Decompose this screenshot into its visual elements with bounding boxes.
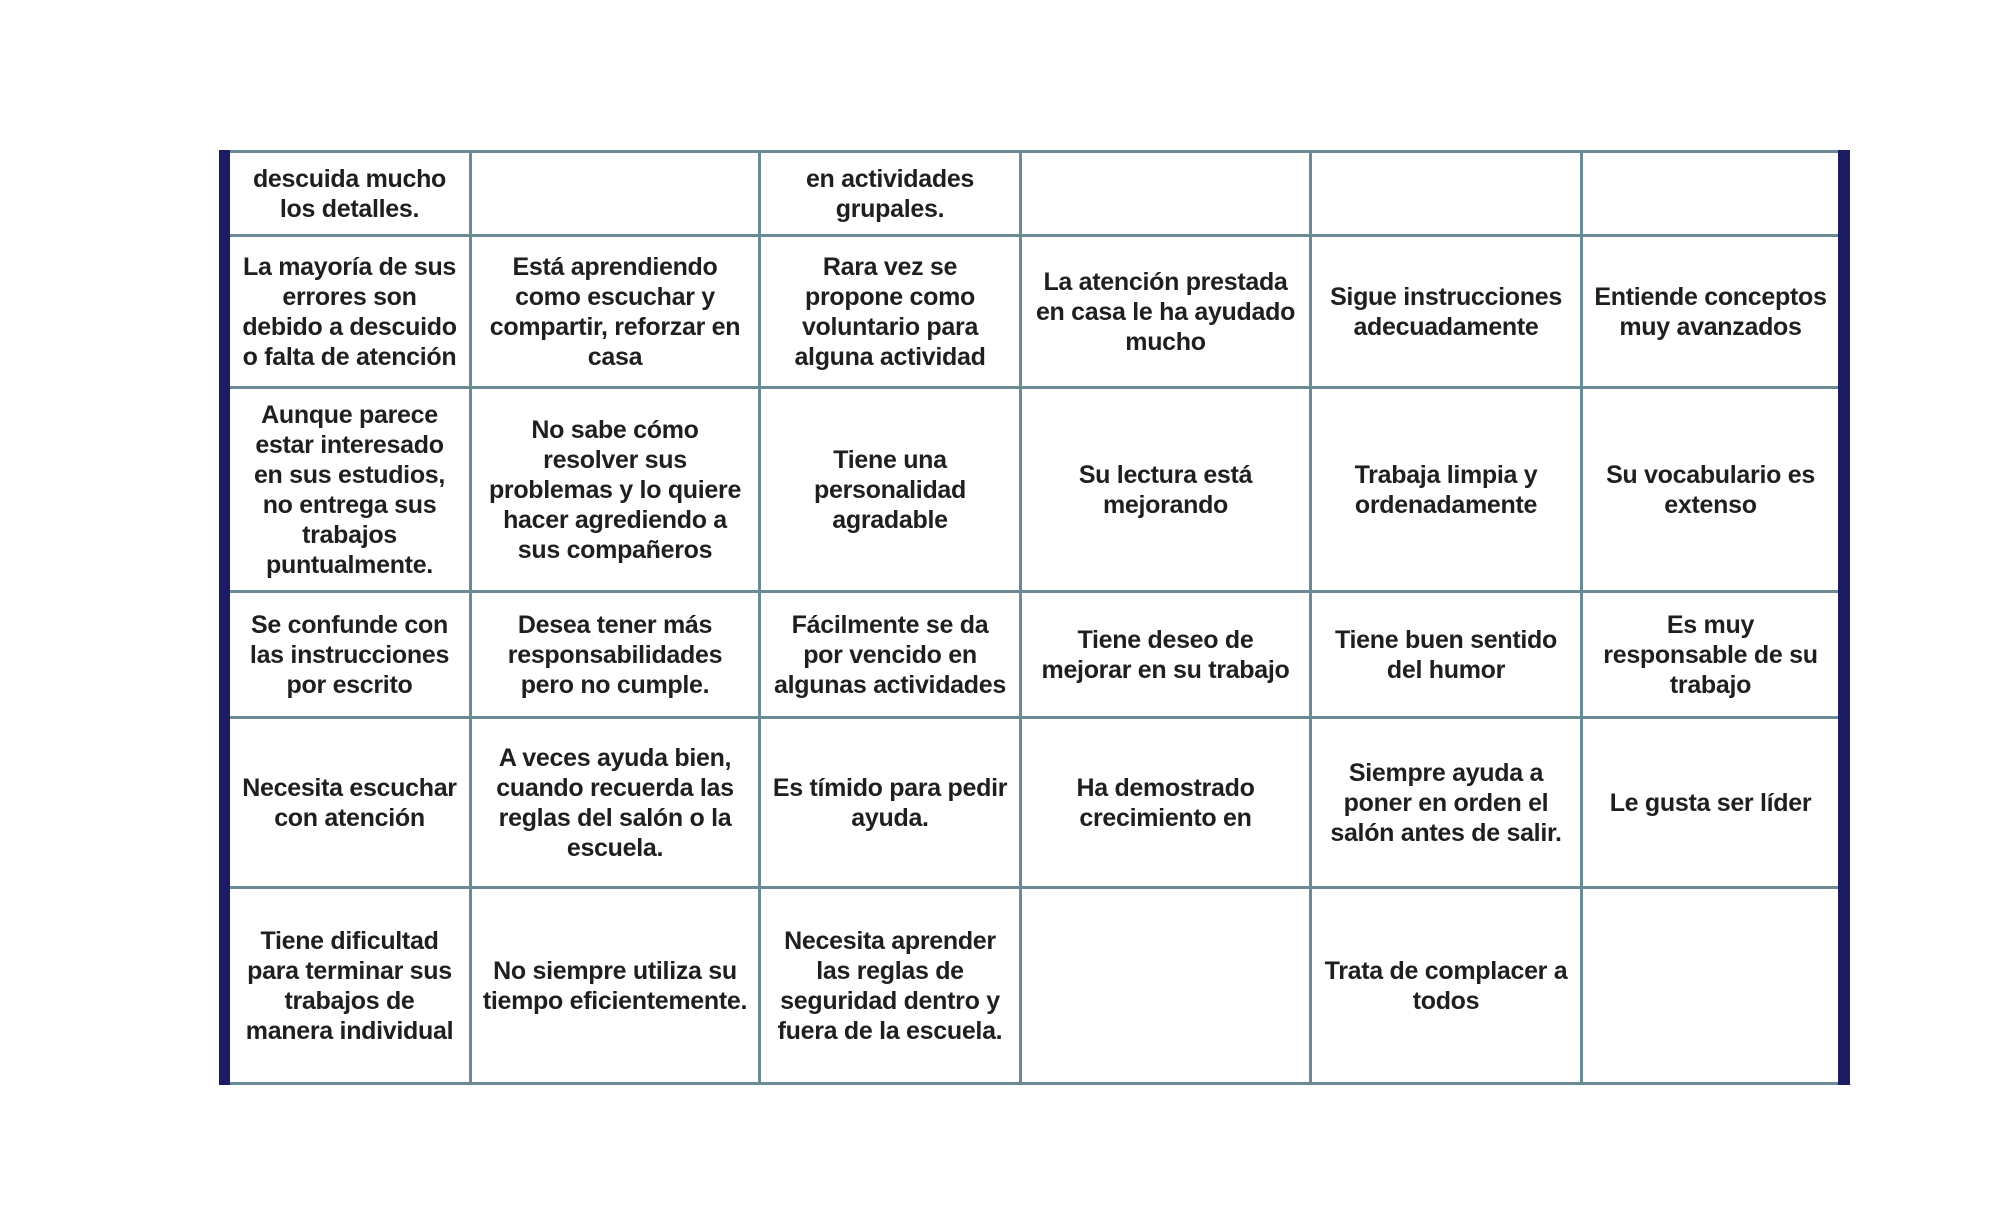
table-cell: Es tímido para pedir ayuda. — [761, 719, 1022, 889]
table-cell: Le gusta ser líder — [1583, 719, 1838, 889]
comments-table — [230, 150, 1838, 1085]
right-accent-bar — [1838, 150, 1850, 1085]
table-cell — [1022, 889, 1312, 1082]
table-cell: Trata de complacer a todos — [1312, 889, 1583, 1082]
table-cell — [1312, 153, 1583, 237]
table-cell: No sabe cómo resolver sus problemas y lo quiere hacer agrediendo a sus compañeros — [472, 389, 761, 593]
table-cell: Tiene dificultad para terminar sus trabajos de manera individual — [230, 889, 472, 1082]
table-cell: Su lectura está mejorando — [1022, 389, 1312, 593]
table-cell: Necesita escuchar con atención — [230, 719, 472, 889]
table-cell: La mayoría de sus errores son debido a descuido o falta de atención — [230, 237, 472, 389]
table-cell: Se confunde con las instrucciones por escrito — [230, 593, 472, 719]
table-cell — [1022, 153, 1312, 237]
table-cell: Aunque parece estar interesado en sus estudios, no entrega sus trabajos puntualmente. — [230, 389, 472, 593]
table-cell: Entiende conceptos muy avanzados — [1583, 237, 1838, 389]
table-cell — [1583, 889, 1838, 1082]
table-cell — [1583, 153, 1838, 237]
table-cell: Rara vez se propone como voluntario para alguna actividad — [761, 237, 1022, 389]
table-cell: en actividades grupales. — [761, 153, 1022, 237]
table-cell: Está aprendiendo como escuchar y compartir, reforzar en casa — [472, 237, 761, 389]
table-cell: Tiene deseo de mejorar en su trabajo — [1022, 593, 1312, 719]
table-cell: Desea tener más responsabilidades pero no cumple. — [472, 593, 761, 719]
table-cell: Necesita aprender las reglas de seguridad dentro y fuera de la escuela. — [761, 889, 1022, 1082]
table-cell: Sigue instrucciones adecuadamente — [1312, 237, 1583, 389]
left-accent-bar — [219, 150, 230, 1085]
table-cell: Ha demostrado crecimiento en — [1022, 719, 1312, 889]
table-cell: No siempre utiliza su tiempo eficientemente. — [472, 889, 761, 1082]
table-cell: A veces ayuda bien, cuando recuerda las reglas del salón o la escuela. — [472, 719, 761, 889]
table-cell: Fácilmente se da por vencido en algunas actividades — [761, 593, 1022, 719]
table-cell: La atención prestada en casa le ha ayudado mucho — [1022, 237, 1312, 389]
table-cell: Tiene buen sentido del humor — [1312, 593, 1583, 719]
table-cell: descuida mucho los detalles. — [230, 153, 472, 237]
table-cell: Siempre ayuda a poner en orden el salón antes de salir. — [1312, 719, 1583, 889]
table-cell: Es muy responsable de su trabajo — [1583, 593, 1838, 719]
table-cell: Trabaja limpia y ordenadamente — [1312, 389, 1583, 593]
table-cell — [472, 153, 761, 237]
table-cell: Tiene una personalidad agradable — [761, 389, 1022, 593]
table-cell: Su vocabulario es extenso — [1583, 389, 1838, 593]
